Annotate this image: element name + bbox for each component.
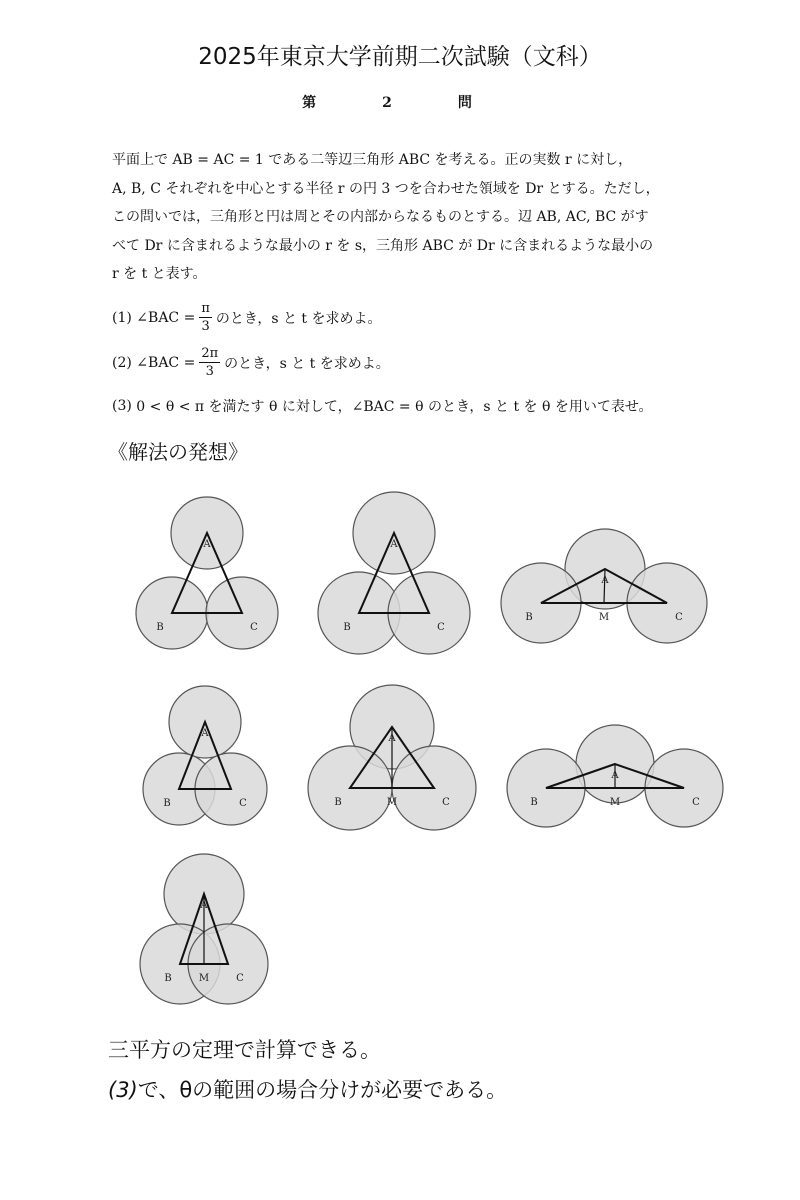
diagram-4: [143, 686, 267, 825]
vertex-label-b: B: [156, 622, 164, 633]
vertex-label-c: C: [692, 797, 700, 808]
question-1-text: のとき，s と t を求めよ。: [215, 310, 382, 327]
footer-note-2-ref: (3): [108, 1078, 138, 1102]
statement-line: r を t と表す。: [112, 266, 207, 282]
vertex-label-b: B: [530, 797, 538, 808]
statement-line: べて Dr に含まれるような最小の r を s，三角形 ABC が Dr に含まれるような最小の: [112, 237, 654, 254]
diagram-1: [136, 497, 278, 649]
vertex-label-m: M: [198, 973, 210, 984]
vertex-label-c: C: [675, 612, 683, 623]
question-3-text: 0 < θ < π を満たす θ に対して，∠BAC = θ のとき，s と t を θ を用いて表せ。: [136, 399, 653, 415]
footer-note-2: [108, 1074, 507, 1104]
vertex-label-c: C: [250, 622, 258, 633]
vertex-label-a: A: [601, 575, 609, 586]
vertex-label-b: B: [334, 797, 342, 808]
footer-note-2-text: で、θの範囲の場合分けが必要である。: [137, 1078, 508, 1102]
question-3-label: (3): [112, 398, 132, 414]
diagram-3: [501, 529, 707, 643]
vertex-label-b: B: [525, 612, 533, 623]
vertex-label-b: B: [164, 973, 172, 984]
vertex-label-c: C: [437, 622, 445, 633]
vertex-label-a: A: [203, 539, 211, 550]
fraction-denominator: 3: [201, 319, 210, 334]
question-2-angle: ∠BAC =: [136, 354, 196, 371]
diagram-6: [507, 725, 723, 827]
question-1-label: (1): [112, 309, 132, 326]
vertex-label-m: M: [386, 797, 398, 808]
problem-number: 第 2 問: [302, 95, 498, 111]
vertex-label-a: A: [611, 770, 619, 781]
diagram-7: [140, 854, 268, 1004]
question-1-angle: ∠BAC =: [136, 309, 196, 326]
fraction-numerator: π: [201, 301, 210, 316]
question-2-label: (2): [112, 354, 132, 371]
statement-line: A, B, C それぞれを中心とする半径 r の円 3 つを合わせた領域を Dr とする。ただし，: [112, 180, 660, 197]
statement-line: この問いでは，三角形と円は周とその内部からなるものとする。辺 AB, AC, BC がす: [112, 209, 649, 225]
vertex-label-m: M: [609, 797, 621, 808]
section-heading: 《解法の発想》: [108, 440, 248, 464]
footer-note-1: 三平方の定理で計算できる。: [108, 1038, 381, 1062]
diagram-5: [308, 685, 476, 830]
vertex-label-b: B: [163, 798, 171, 809]
vertex-label-a: A: [390, 539, 398, 550]
fraction-numerator: 2π: [201, 346, 219, 361]
vertex-label-a: A: [388, 733, 396, 744]
vertex-label-b: B: [343, 622, 351, 633]
vertex-label-a: A: [200, 900, 208, 911]
fraction-denominator: 3: [205, 364, 214, 379]
question-2-text: のとき，s と t を求めよ。: [224, 355, 390, 372]
vertex-label-m: M: [598, 612, 610, 623]
page-title: 2025年東京大学前期二次試験（文科）: [198, 44, 602, 70]
diagram-2: [318, 492, 470, 654]
vertex-label-c: C: [442, 797, 450, 808]
vertex-label-c: C: [239, 798, 247, 809]
statement-line: 平面上で AB = AC = 1 である二等辺三角形 ABC を考える。正の実数 r に対し，: [112, 152, 633, 168]
vertex-label-a: A: [201, 728, 209, 739]
vertex-label-c: C: [236, 973, 244, 984]
